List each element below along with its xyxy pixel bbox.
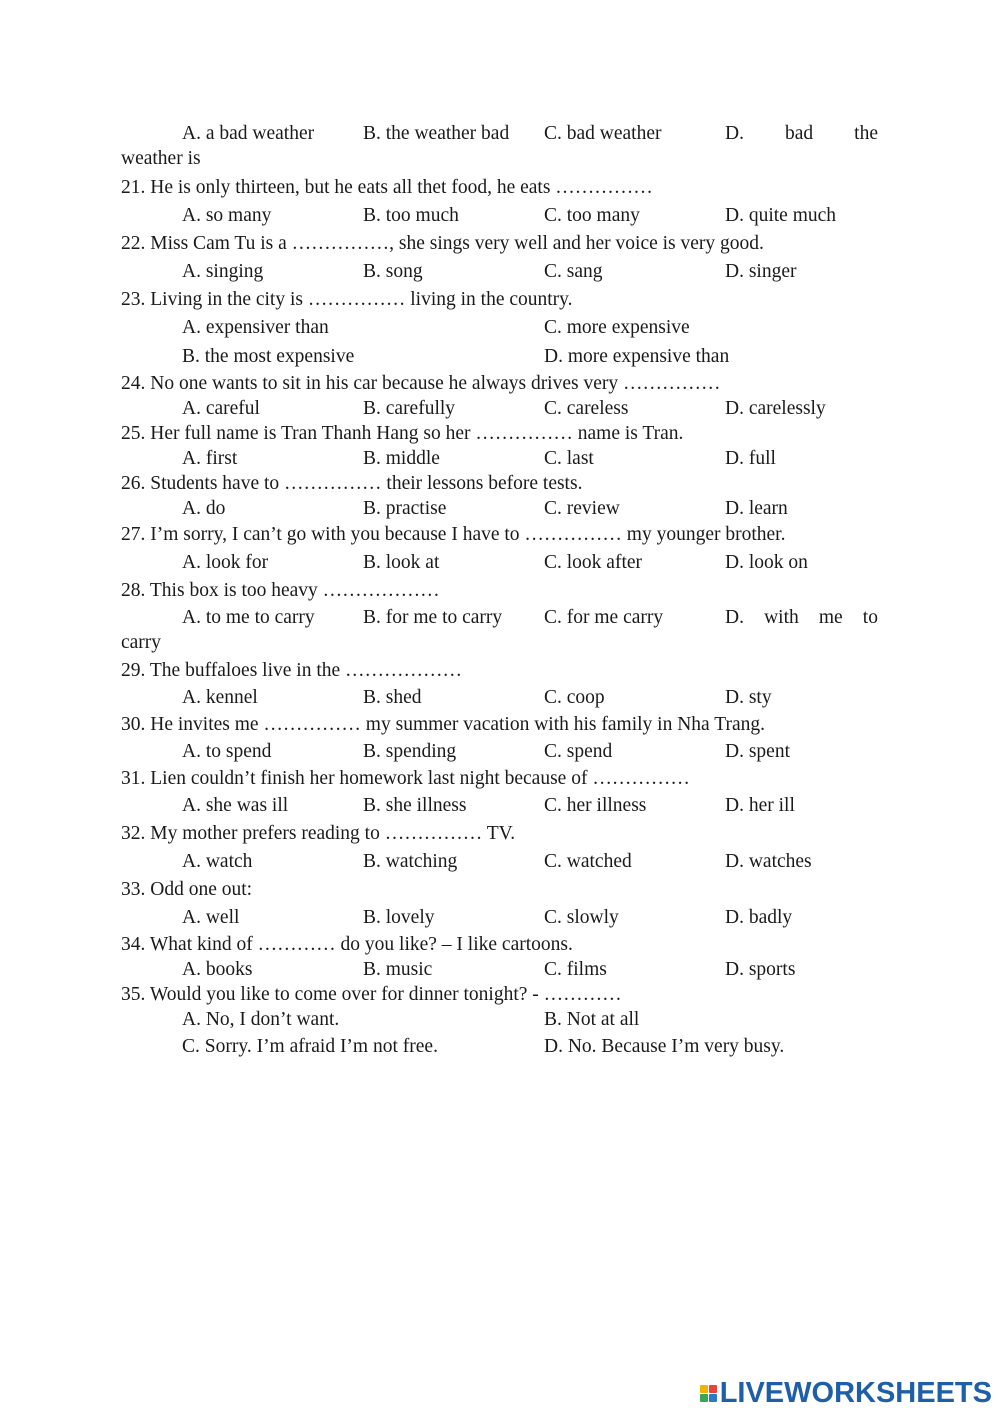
option-d[interactable]	[725, 120, 878, 147]
option-d[interactable]: D. learn	[725, 498, 788, 519]
option-c[interactable]: C. bad weather	[544, 123, 662, 144]
question-35: 35. Would you like to come over for dinner tonight? - …………	[121, 984, 622, 1005]
option-b[interactable]: B. lovely	[363, 907, 435, 928]
question-28-options	[121, 604, 878, 631]
option-b[interactable]: B. carefully	[363, 398, 456, 419]
liveworksheets-logo	[700, 1376, 992, 1410]
option-b[interactable]: B. music	[363, 959, 433, 980]
logo-tile	[700, 1385, 708, 1393]
option-a[interactable]: A. to me to carry	[182, 607, 315, 628]
option-d-letter: D.	[725, 607, 744, 628]
question-25-options	[121, 446, 878, 471]
option-d[interactable]: D. more expensive than	[544, 346, 730, 367]
option-d-word: me	[818, 607, 843, 628]
question-22: 22. Miss Cam Tu is a ……………, she sings very well and her voice is very good.	[121, 233, 764, 254]
question-20-options	[121, 120, 878, 147]
option-b[interactable]: B. shed	[363, 687, 422, 708]
option-c[interactable]: C. Sorry. I’m afraid I’m not free.	[182, 1036, 438, 1057]
option-d-continuation: weather is	[121, 148, 201, 169]
option-a[interactable]: A. singing	[182, 261, 264, 282]
logo-tile	[700, 1394, 708, 1402]
option-a[interactable]: A. do	[182, 498, 226, 519]
option-a[interactable]: A. to spend	[182, 741, 272, 762]
option-c[interactable]: C. too many	[544, 205, 640, 226]
option-b[interactable]: B. too much	[363, 205, 459, 226]
option-b[interactable]: B. song	[363, 261, 423, 282]
question-27: 27. I’m sorry, I can’t go with you because I have to …………… my younger brother.	[121, 524, 786, 545]
question-33-options	[121, 903, 878, 932]
option-a[interactable]: A. so many	[182, 205, 272, 226]
option-d[interactable]: D. her ill	[725, 795, 795, 816]
option-d-word: to	[862, 607, 878, 628]
option-b[interactable]: B. Not at all	[544, 1009, 640, 1030]
option-a[interactable]: A. look for	[182, 552, 269, 573]
option-d[interactable]: D. spent	[725, 741, 790, 762]
option-d-letter: D.	[725, 123, 744, 144]
option-d-word: with	[764, 607, 799, 628]
option-a[interactable]: A. No, I don’t want.	[182, 1009, 340, 1030]
option-d[interactable]: D. full	[725, 448, 776, 469]
option-b[interactable]: B. watching	[363, 851, 458, 872]
question-31: 31. Lien couldn’t finish her homework last night because of ……………	[121, 768, 690, 789]
question-32: 32. My mother prefers reading to …………… TV.	[121, 823, 516, 844]
question-23: 23. Living in the city is …………… living in the country.	[121, 289, 573, 310]
logo-text: LIVEWORKSHEETS	[719, 1376, 992, 1409]
option-c[interactable]: C. watched	[544, 851, 632, 872]
question-23-options-row2	[121, 342, 878, 371]
question-24: 24. No one wants to sit in his car because he always drives very ……………	[121, 373, 721, 394]
option-c[interactable]: C. last	[544, 448, 594, 469]
option-c[interactable]: C. careless	[544, 398, 629, 419]
option-b[interactable]: B. practise	[363, 498, 447, 519]
question-30-options	[121, 737, 878, 766]
question-26: 26. Students have to …………… their lessons before tests.	[121, 473, 583, 494]
option-a[interactable]: A. books	[182, 959, 253, 980]
option-b[interactable]: B. look at	[363, 552, 440, 573]
question-27-options	[121, 548, 878, 577]
option-d[interactable]: D. sports	[725, 959, 796, 980]
option-a[interactable]: A. a bad weather	[182, 123, 315, 144]
option-c[interactable]: C. films	[544, 959, 607, 980]
option-d[interactable]: D. quite much	[725, 205, 837, 226]
option-a[interactable]: A. well	[182, 907, 240, 928]
question-22-options	[121, 257, 878, 286]
question-21-options	[121, 201, 878, 230]
option-d[interactable]: D. carelessly	[725, 398, 826, 419]
question-23-options-row1	[121, 313, 878, 342]
option-d[interactable]: D. badly	[725, 907, 793, 928]
option-c[interactable]: C. slowly	[544, 907, 619, 928]
option-d[interactable]: D. No. Because I’m very busy.	[544, 1036, 785, 1057]
option-d[interactable]: D. sty	[725, 687, 772, 708]
question-21: 21. He is only thirteen, but he eats all thet food, he eats ……………	[121, 177, 653, 198]
question-29-options	[121, 683, 878, 712]
question-34: 34. What kind of ………… do you like? – I like cartoons.	[121, 934, 573, 955]
question-29: 29. The buffaloes live in the ………………	[121, 660, 463, 681]
question-33: 33. Odd one out:	[121, 879, 253, 900]
option-c[interactable]: C. sang	[544, 261, 603, 282]
question-34-options	[121, 957, 878, 982]
option-a[interactable]: A. first	[182, 448, 238, 469]
option-b[interactable]: B. the most expensive	[182, 346, 355, 367]
option-d-word: bad	[784, 123, 814, 144]
option-b[interactable]: B. middle	[363, 448, 440, 469]
question-30: 30. He invites me …………… my summer vacation with his family in Nha Trang.	[121, 714, 765, 735]
option-b[interactable]: B. the weather bad	[363, 123, 510, 144]
option-a[interactable]: A. she was ill	[182, 795, 289, 816]
option-d[interactable]: D. look on	[725, 552, 808, 573]
question-32-options	[121, 847, 878, 876]
option-a[interactable]: A. watch	[182, 851, 253, 872]
option-d[interactable]	[725, 604, 878, 631]
logo-tile	[709, 1385, 717, 1393]
question-35-options-row1	[121, 1007, 878, 1032]
option-c[interactable]: C. look after	[544, 552, 643, 573]
question-28: 28. This box is too heavy ………………	[121, 580, 440, 601]
option-c[interactable]: C. for me carry	[544, 607, 664, 628]
question-26-options	[121, 496, 878, 521]
worksheet-page	[121, 120, 878, 1061]
option-b[interactable]: B. spending	[363, 741, 457, 762]
logo-tile	[709, 1394, 717, 1402]
question-25: 25. Her full name is Tran Thanh Hang so her …………… name is Tran.	[121, 423, 684, 444]
option-d[interactable]: D. watches	[725, 851, 812, 872]
option-c[interactable]: C. spend	[544, 741, 613, 762]
option-c[interactable]: C. coop	[544, 687, 605, 708]
option-c[interactable]: C. review	[544, 498, 620, 519]
option-d[interactable]: D. singer	[725, 261, 797, 282]
question-24-options	[121, 396, 878, 421]
option-c[interactable]: C. more expensive	[544, 317, 690, 338]
option-d-continuation: carry	[121, 632, 162, 653]
question-31-options	[121, 791, 878, 820]
option-a[interactable]: A. expensiver than	[182, 317, 329, 338]
option-b[interactable]: B. for me to carry	[363, 607, 503, 628]
logo-tiles-icon	[700, 1385, 717, 1402]
option-d-word: the	[854, 123, 878, 144]
option-b[interactable]: B. she illness	[363, 795, 467, 816]
option-c[interactable]: C. her illness	[544, 795, 647, 816]
option-a[interactable]: A. careful	[182, 398, 260, 419]
question-35-options-row2	[121, 1032, 878, 1061]
option-a[interactable]: A. kennel	[182, 687, 258, 708]
